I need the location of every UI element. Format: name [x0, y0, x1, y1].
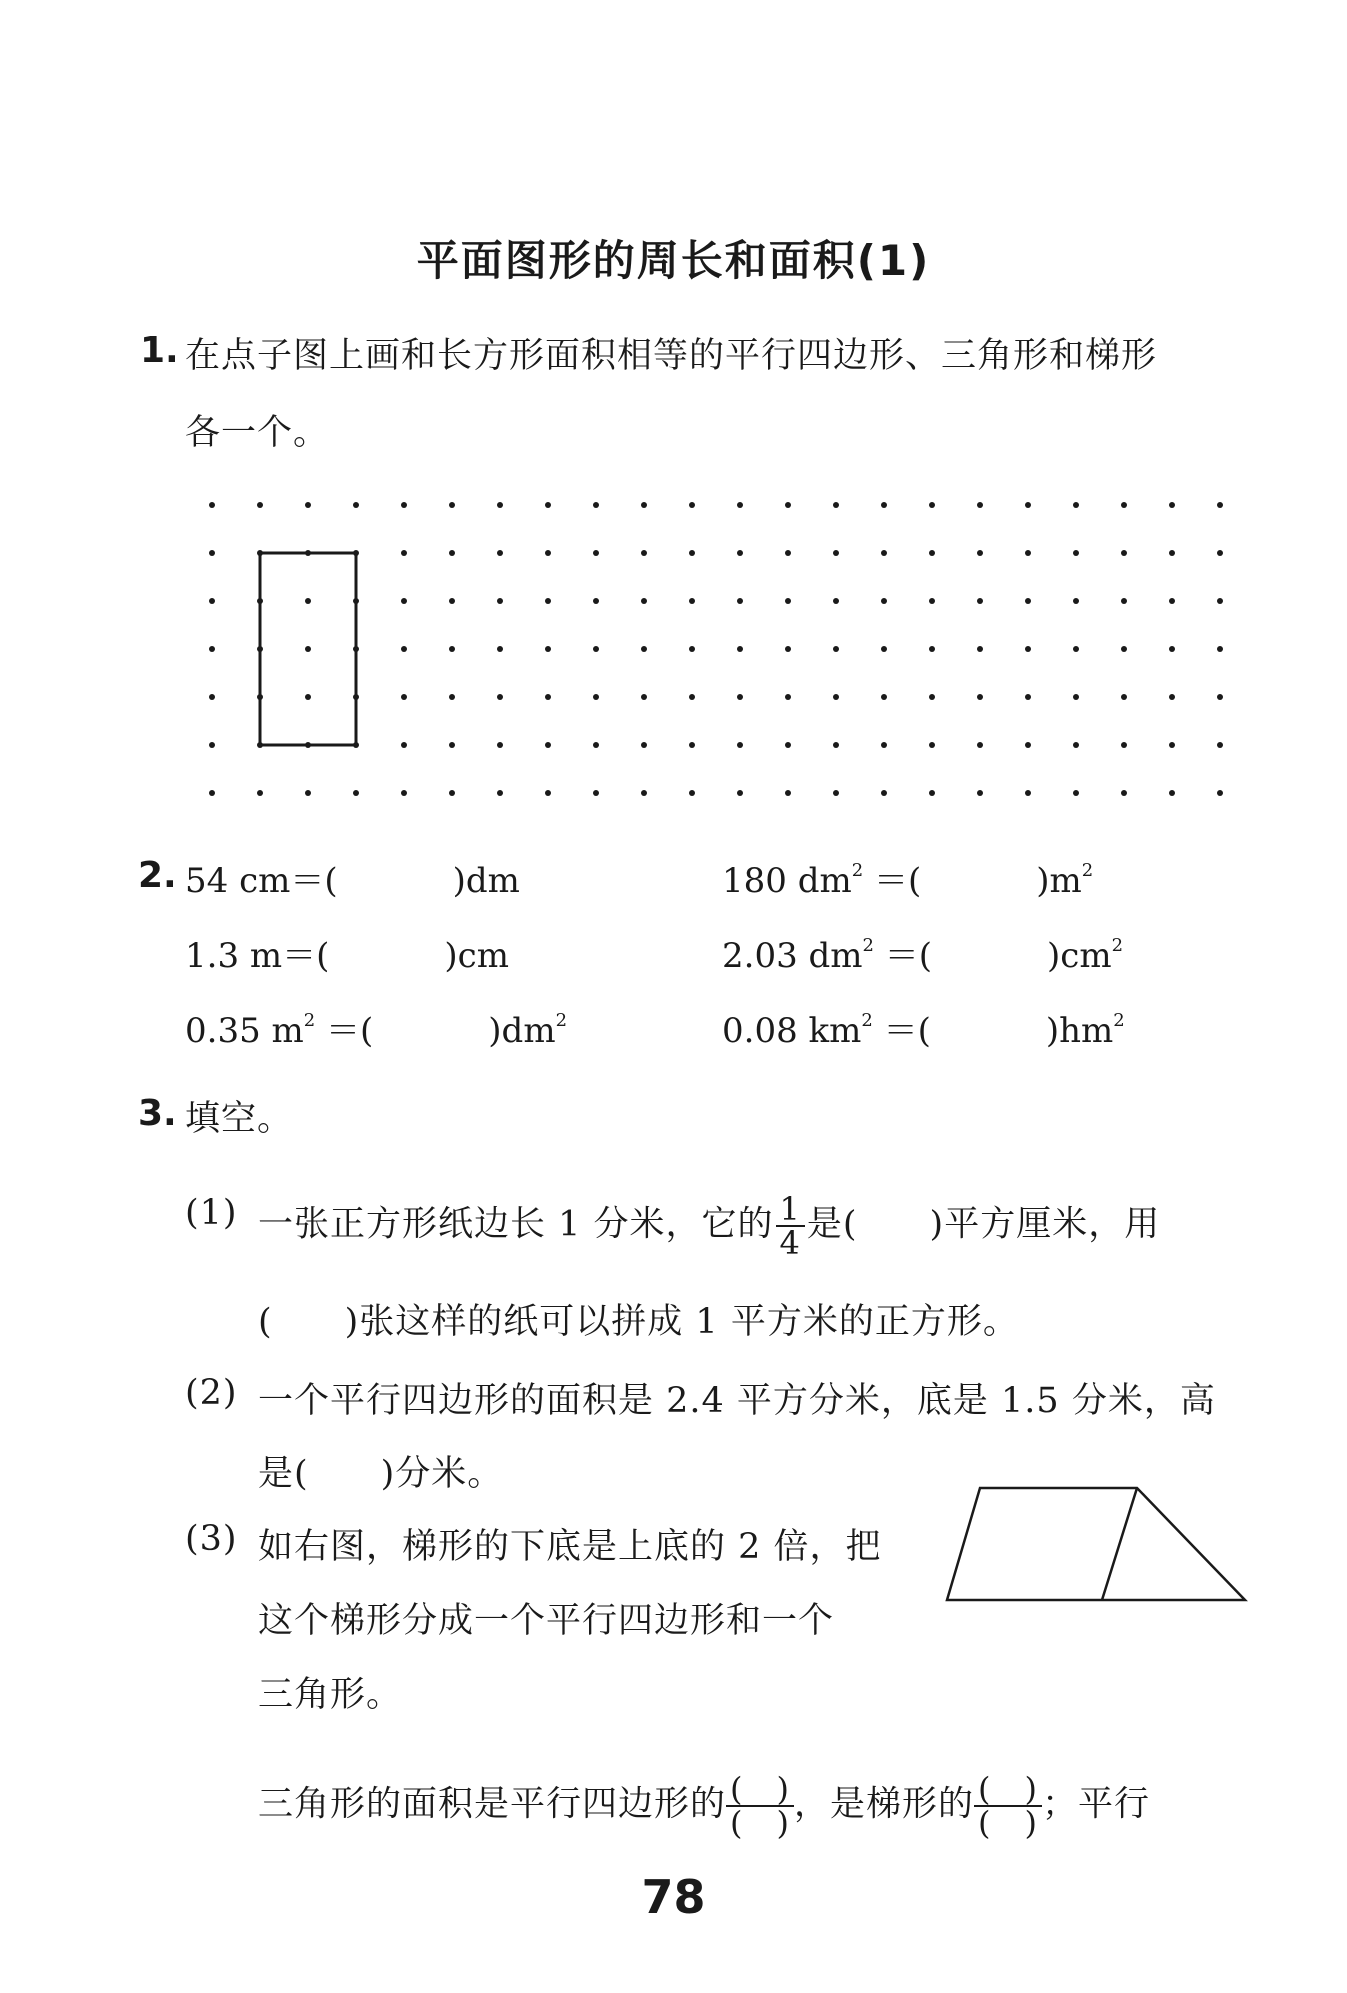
fraction-one-quarter: $\frac{1}{4}$	[776, 1193, 805, 1259]
grid-dot	[1025, 790, 1031, 796]
grid-dot	[689, 550, 695, 556]
grid-dot	[305, 694, 311, 700]
grid-dot	[785, 502, 791, 508]
grid-dot	[209, 742, 215, 748]
grid-dot	[881, 646, 887, 652]
grid-dot	[593, 742, 599, 748]
grid-dot	[785, 742, 791, 748]
grid-dot	[929, 646, 935, 652]
conv-item-2: 180 $dm^2$ ＝( )$m^2$	[722, 860, 1094, 901]
q3-heading: 填空。	[185, 1099, 294, 1139]
grid-dot	[401, 646, 407, 652]
grid-dot	[833, 694, 839, 700]
grid-dot	[1169, 646, 1175, 652]
q3-p1-line2: ( )张这样的纸可以拼成 1 平方米的正方形。	[258, 1302, 1019, 1342]
grid-dot	[977, 790, 983, 796]
grid-dot	[449, 694, 455, 700]
q3-number: 3.	[138, 1093, 177, 1134]
grid-dot	[1121, 646, 1127, 652]
grid-dot	[449, 598, 455, 604]
grid-dot	[737, 598, 743, 604]
grid-dot	[929, 550, 935, 556]
grid-dot	[305, 502, 311, 508]
grid-dot	[497, 742, 503, 748]
grid-dot	[401, 742, 407, 748]
grid-dot	[1121, 790, 1127, 796]
grid-dot	[497, 502, 503, 508]
grid-dot	[1121, 694, 1127, 700]
grid-dot	[497, 694, 503, 700]
conv-item-5: 0.35 $m^2$ ＝( )$dm^2$	[185, 1010, 568, 1051]
conv-4-unit: )cm	[1047, 936, 1112, 976]
grid-dot	[881, 598, 887, 604]
grid-dot	[929, 742, 935, 748]
grid-dot	[833, 598, 839, 604]
grid-dot	[1217, 694, 1223, 700]
grid-dot	[641, 742, 647, 748]
grid-dot	[545, 502, 551, 508]
conv-6-unit: )hm	[1045, 1011, 1114, 1051]
q1-text-line2: 各一个。	[185, 413, 330, 453]
grid-dot	[929, 502, 935, 508]
grid-dot	[833, 502, 839, 508]
grid-dot	[977, 646, 983, 652]
grid-dot	[1217, 502, 1223, 508]
grid-dot	[689, 598, 695, 604]
grid-dot	[449, 550, 455, 556]
grid-dot	[641, 694, 647, 700]
grid-dots	[209, 502, 1223, 796]
grid-dot	[689, 790, 695, 796]
q3-p3-line1: 如右图，梯形的下底是上底的 2 倍，把	[258, 1527, 882, 1567]
grid-dot	[545, 598, 551, 604]
q3-p3-last-line: 三角形的面积是平行四边形的 $\frac{( )}{( )}$ ，是梯形的 $\frac{( )}{( )}$ ；平行	[258, 1770, 1151, 1842]
grid-dot	[881, 502, 887, 508]
grid-dot	[209, 694, 215, 700]
q3-p2-label: (2)	[185, 1373, 238, 1413]
grid-dot	[209, 790, 215, 796]
grid-dot	[593, 598, 599, 604]
q3-p3-label: (3)	[185, 1519, 238, 1559]
grid-dot	[737, 694, 743, 700]
grid-dot	[785, 646, 791, 652]
grid-dot	[1169, 694, 1175, 700]
grid-dot	[641, 550, 647, 556]
grid-dot	[209, 598, 215, 604]
grid-dot	[545, 646, 551, 652]
grid-dot	[257, 790, 263, 796]
grid-dot	[209, 646, 215, 652]
grid-dot	[929, 598, 935, 604]
grid-dot	[785, 694, 791, 700]
grid-dot	[785, 598, 791, 604]
grid-dot	[209, 550, 215, 556]
grid-dot	[1073, 550, 1079, 556]
grid-dot	[1073, 646, 1079, 652]
grid-dot	[641, 790, 647, 796]
grid-dot	[305, 598, 311, 604]
conv-5-expr: 0.35 m	[185, 1011, 304, 1051]
grid-dot	[593, 646, 599, 652]
grid-dot	[881, 790, 887, 796]
page-title: 平面图形的周长和面积(1)	[416, 236, 931, 285]
grid-dot	[1025, 502, 1031, 508]
grid-dot	[977, 742, 983, 748]
grid-dot	[1025, 598, 1031, 604]
grid-dot	[1169, 742, 1175, 748]
grid-dot	[737, 502, 743, 508]
grid-dot	[449, 742, 455, 748]
grid-dot	[449, 646, 455, 652]
q1-text-line1: 在点子图上画和长方形面积相等的平行四边形、三角形和梯形	[185, 336, 1158, 376]
trapezoid-divider	[1102, 1488, 1137, 1600]
grid-dot	[545, 694, 551, 700]
conv-1-expr: 54 cm＝(	[185, 861, 338, 901]
conv-5-unit: )dm	[488, 1011, 556, 1051]
grid-dot	[1217, 742, 1223, 748]
grid-dot	[977, 694, 983, 700]
grid-dot	[1025, 694, 1031, 700]
grid-dot	[641, 502, 647, 508]
grid-dot	[1025, 742, 1031, 748]
grid-dot	[497, 550, 503, 556]
grid-dot	[977, 598, 983, 604]
grid-dot	[737, 790, 743, 796]
grid-dot	[401, 598, 407, 604]
grid-dot	[1169, 790, 1175, 796]
conv-item-6: 0.08 $km^2$ ＝( )$hm^2$	[722, 1010, 1125, 1051]
grid-dot	[1121, 550, 1127, 556]
grid-dot	[641, 646, 647, 652]
page-number: 78	[641, 1870, 706, 1924]
conv-item-4: 2.03 $dm^2$ ＝( )$cm^2$	[722, 935, 1124, 976]
conv-item-1	[185, 853, 520, 902]
grid-dot	[1217, 790, 1223, 796]
dot-grid[interactable]	[0, 0, 1347, 900]
grid-dot	[353, 790, 359, 796]
grid-dot	[1025, 646, 1031, 652]
grid-dot	[449, 502, 455, 508]
grid-dot	[401, 790, 407, 796]
grid-dot	[785, 790, 791, 796]
grid-dot	[1073, 502, 1079, 508]
conv-item-3	[185, 928, 509, 977]
blank-fraction-1: $\frac{( )}{( )}$	[726, 1773, 794, 1839]
trapezoid-outline	[947, 1488, 1245, 1600]
q3-p3-line2: 这个梯形分成一个平行四边形和一个	[258, 1601, 835, 1641]
grid-dot	[1121, 502, 1127, 508]
grid-dot	[929, 790, 935, 796]
grid-dot	[257, 502, 263, 508]
grid-dot	[881, 694, 887, 700]
conv-3-unit: )cm	[444, 936, 509, 976]
trapezoid-figure	[940, 1478, 1260, 1618]
grid-dot	[833, 646, 839, 652]
grid-dot	[737, 742, 743, 748]
grid-dot	[1169, 502, 1175, 508]
grid-dot	[1073, 598, 1079, 604]
grid-dot	[1217, 598, 1223, 604]
grid-dot	[1073, 742, 1079, 748]
grid-dot	[1217, 646, 1223, 652]
grid-dot	[977, 502, 983, 508]
q3-p2-line2: 是( )分米。	[258, 1454, 504, 1494]
grid-dot	[1169, 550, 1175, 556]
grid-dot	[593, 694, 599, 700]
grid-dot	[305, 790, 311, 796]
grid-dot	[401, 694, 407, 700]
grid-dot	[929, 694, 935, 700]
grid-dot	[833, 790, 839, 796]
conv-4-expr: 2.03 dm	[722, 936, 863, 976]
grid-dot	[593, 550, 599, 556]
grid-dot	[545, 790, 551, 796]
grid-dot	[593, 502, 599, 508]
grid-dot	[689, 742, 695, 748]
q3-p2-line1: 一个平行四边形的面积是 2.4 平方分米，底是 1.5 分米，高	[258, 1381, 1216, 1421]
grid-dot	[833, 550, 839, 556]
grid-dot	[689, 646, 695, 652]
grid-dot	[1169, 598, 1175, 604]
grid-dot	[881, 550, 887, 556]
grid-dot	[737, 550, 743, 556]
grid-dot	[737, 646, 743, 652]
grid-dot	[497, 790, 503, 796]
grid-dot	[977, 550, 983, 556]
grid-dot	[641, 598, 647, 604]
q3-p1-line1: 一张正方形纸边长 1 分米，它的 $\frac{1}{4}$ 是( )平方厘米，用	[258, 1190, 1161, 1262]
grid-dot	[785, 550, 791, 556]
conv-6-expr: 0.08 km	[722, 1011, 862, 1051]
q3-p3-line3: 三角形。	[258, 1675, 403, 1715]
q1-number: 1.	[140, 330, 179, 371]
grid-dot	[689, 502, 695, 508]
grid-dot	[881, 742, 887, 748]
grid-dot	[1073, 790, 1079, 796]
grid-dot	[497, 598, 503, 604]
grid-dot	[401, 550, 407, 556]
grid-dot	[1025, 550, 1031, 556]
conv-1-unit: )dm	[452, 861, 520, 901]
grid-dot	[1073, 694, 1079, 700]
grid-dot	[1121, 598, 1127, 604]
grid-dot	[401, 502, 407, 508]
grid-dot	[1121, 742, 1127, 748]
grid-dot	[353, 502, 359, 508]
grid-dot	[545, 550, 551, 556]
grid-dot	[1217, 550, 1223, 556]
grid-dot	[545, 742, 551, 748]
grid-dot	[833, 742, 839, 748]
grid-dot	[209, 502, 215, 508]
grid-dot	[305, 646, 311, 652]
conv-3-expr: 1.3 m＝(	[185, 936, 330, 976]
grid-dot	[689, 694, 695, 700]
grid-dot	[449, 790, 455, 796]
grid-dot	[497, 646, 503, 652]
conv-2-unit: )m	[1036, 861, 1082, 901]
blank-fraction-2: $\frac{( )}{( )}$	[974, 1773, 1042, 1839]
conv-2-expr: 180 dm	[722, 861, 852, 901]
grid-dot	[593, 790, 599, 796]
q3-p1-label: (1)	[185, 1193, 238, 1233]
q2-number: 2.	[138, 855, 177, 896]
